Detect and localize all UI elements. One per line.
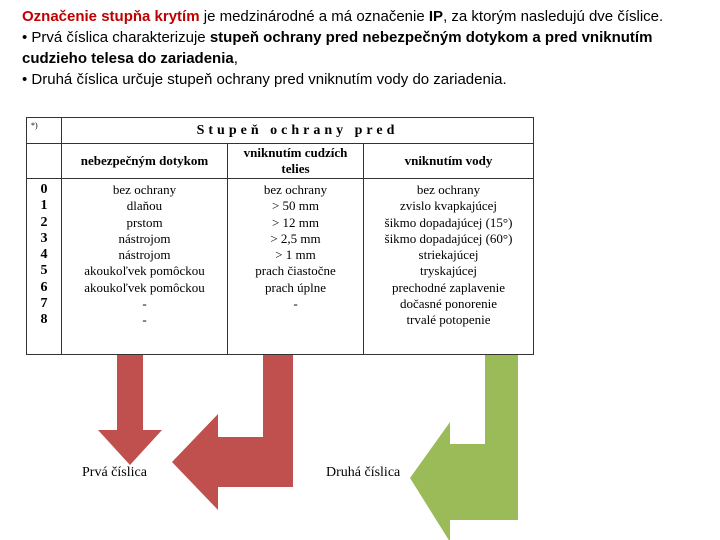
intro-line2-bold: stupeň ochrany pred nebezpečným dotykom a pred vniknutím cudzieho telesa do zariadenia	[22, 29, 653, 67]
digit-4: 4	[40, 247, 48, 263]
water-cell: striekajúcej	[418, 247, 479, 263]
touch-cell: akoukoľvek pomôckou	[84, 263, 205, 279]
touch-cell: akoukoľvek pomôckou	[84, 279, 205, 295]
water-cell: zvislo kvapkajúcej	[399, 198, 498, 214]
ip-label: IP	[428, 8, 444, 25]
caption-first-digit: Prvá číslica	[82, 465, 147, 480]
touch-cell: bez ochrany	[112, 182, 177, 197]
touch-cell: -	[142, 296, 147, 312]
digit-6: 6	[40, 279, 48, 295]
intro-line2-end: ,	[233, 50, 238, 67]
header-empty-cell	[27, 144, 62, 179]
foreign-body-cell: prach čiastočne	[255, 263, 336, 279]
digit-2: 2	[40, 214, 48, 230]
col1-header: nebezpečným dotykom	[62, 144, 228, 179]
water-cell: dočasné ponorenie	[399, 296, 498, 312]
table-corner-mark: *)	[27, 118, 62, 144]
intro-line2-start: • Prvá číslica charakterizuje	[22, 29, 210, 46]
digit-7: 7	[40, 296, 48, 312]
foreign-body-cell: > 1 mm	[275, 247, 316, 263]
digit-1: 1	[40, 198, 48, 214]
touch-cell: nástrojom	[118, 247, 171, 263]
touch-cell: nástrojom	[118, 230, 171, 246]
water-cell: šikmo dopadajúcej (15°)	[384, 214, 513, 230]
digit-3: 3	[40, 230, 48, 246]
water-cell: trvalé potopenie	[406, 312, 491, 328]
foreign-body-cell: > 50 mm	[271, 198, 320, 214]
water-cell: prechodné zaplavenie	[392, 279, 505, 295]
col3-header: vniknutím vody	[364, 144, 534, 179]
ip-protection-table	[26, 117, 534, 355]
caption-second-digit: Druhá číslica	[326, 465, 401, 480]
col2-header: vniknutím cudzích telies	[228, 144, 364, 179]
foreign-body-cell: -	[293, 296, 298, 312]
intro-highlight: Označenie stupňa krytím	[22, 8, 200, 25]
foreign-body-column	[228, 179, 364, 355]
red-arrow-first-digit	[98, 352, 162, 465]
touch-cell: dlaňou	[126, 198, 163, 214]
green-arrow-second-digit	[410, 354, 518, 540]
touch-cell: prstom	[126, 214, 163, 230]
foreign-body-cell: > 2,5 mm	[270, 230, 321, 246]
touch-cell: -	[142, 312, 147, 328]
table-title: Stupeň ochrany pred	[62, 118, 534, 144]
water-cell: šikmo dopadajúcej (60°)	[384, 230, 513, 246]
foreign-body-cell: prach úplne	[264, 279, 326, 295]
foreign-body-cell: > 12 mm	[271, 214, 320, 230]
foreign-body-cell: bez ochrany	[263, 182, 328, 197]
water-cell: tryskajúcej	[419, 263, 478, 279]
touch-protection-column	[62, 179, 228, 355]
intro-line1-end: , za ktorým nasledujú dve číslice.	[443, 8, 664, 25]
digit-column	[27, 179, 62, 355]
intro-line-3: • Druhá číslica určuje stupeň ochrany pred vniknutím vody do zariadenia.	[22, 71, 507, 88]
digit-5: 5	[40, 263, 48, 279]
intro-line1-middle: je medzinárodné a má označenie	[199, 8, 429, 25]
digit-0: 0	[40, 182, 48, 197]
water-column	[364, 179, 534, 355]
red-arrow-l-shape	[172, 347, 293, 510]
digit-8: 8	[40, 312, 48, 328]
water-cell: bez ochrany	[416, 182, 481, 197]
